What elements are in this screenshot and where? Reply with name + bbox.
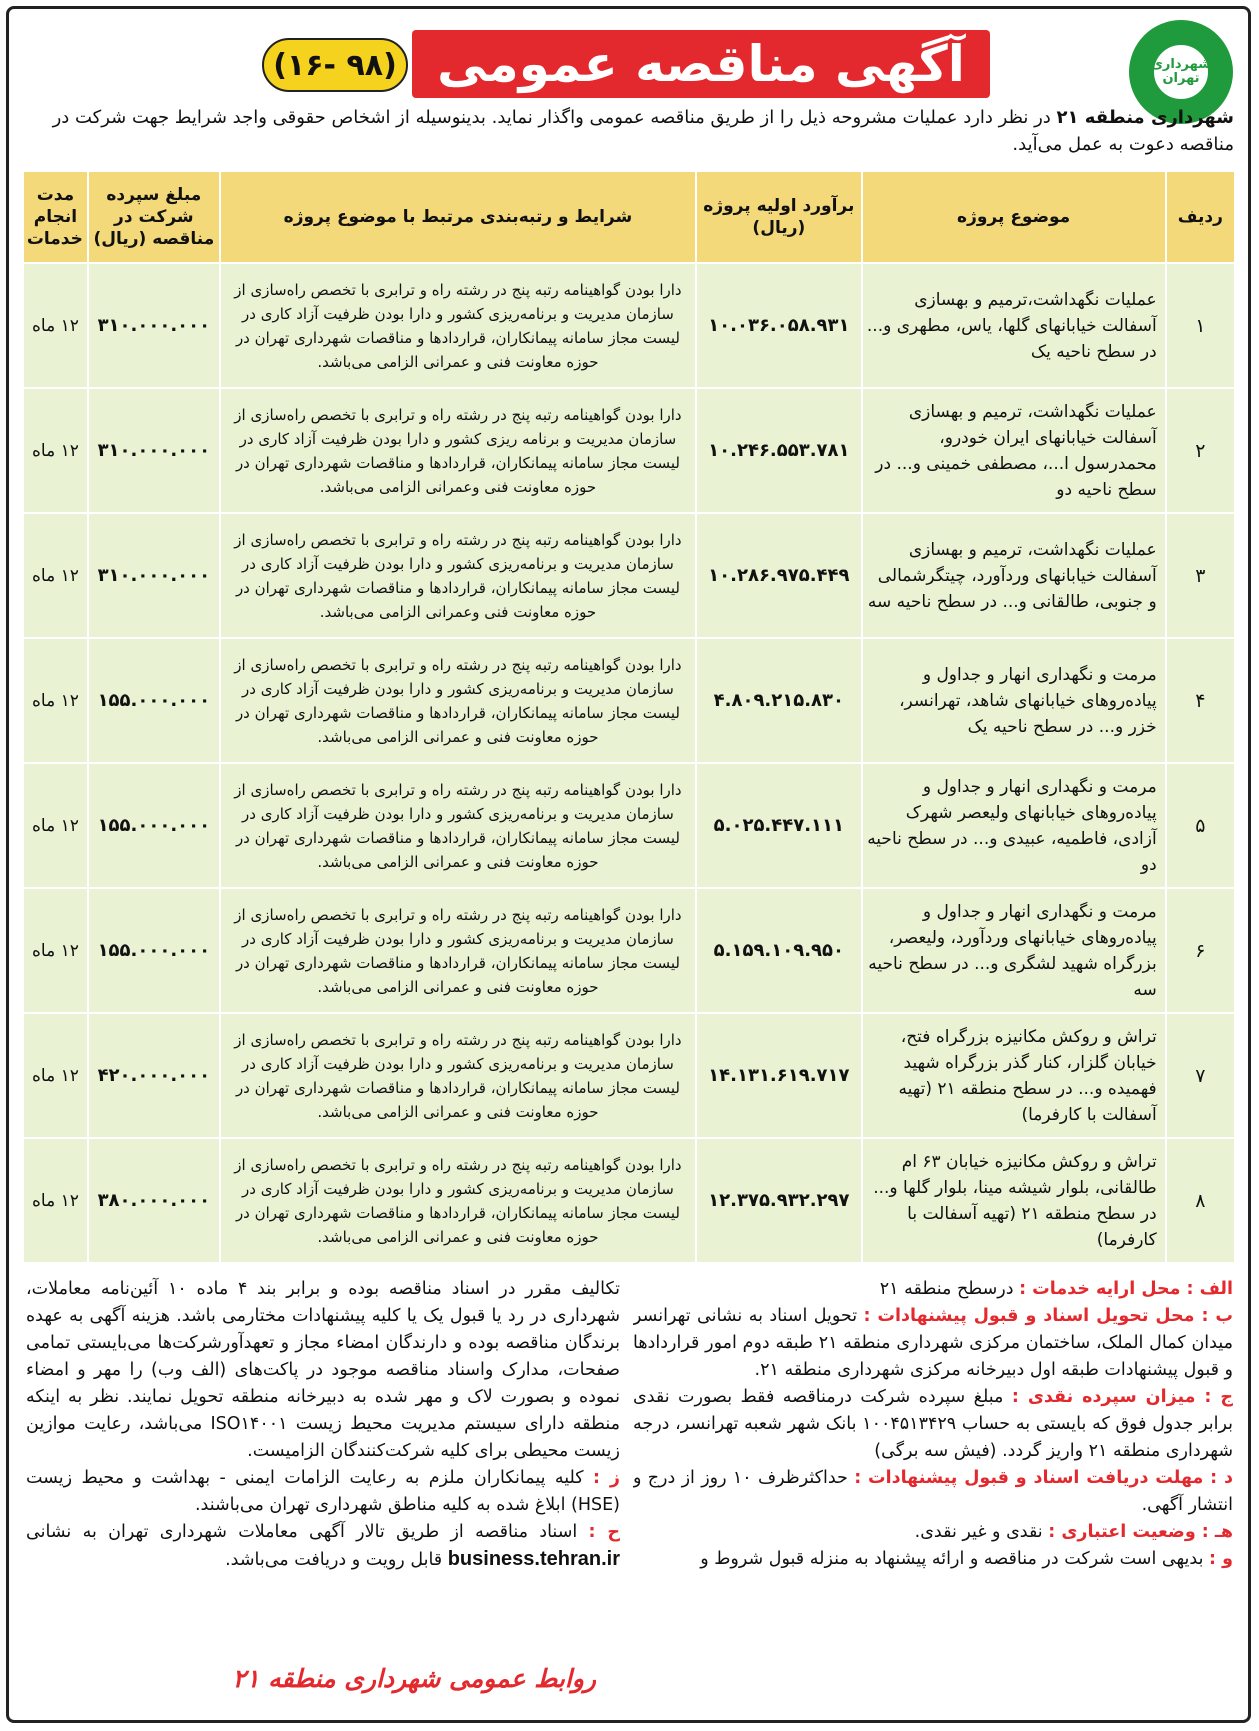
project-conditions: دارا بودن گواهینامه رتبه پنج در رشته راه و ترابری با تخصص راه‌سازی از سازمان مدیریت و برنامه‌ریزی کشور و دارا بودن ظرفیت آزاد کاری در لیست مجاز سامانه پیمانکاران، قراردادها و مناقصات شهرداری تهران در حوزه معاونت فنی و عمرانی الزامی می‌باشد. <box>220 638 696 763</box>
service-duration: ۱۲ ماه <box>23 1138 88 1263</box>
deposit-amount: ۱۵۵.۰۰۰.۰۰۰ <box>88 638 220 763</box>
tender-table <box>22 170 1236 1264</box>
deposit-amount: ۳۱۰.۰۰۰.۰۰۰ <box>88 513 220 638</box>
term-z-label: ز : <box>593 1468 620 1488</box>
project-estimate: ۱۴.۱۳۱.۶۱۹.۷۱۷ <box>696 1013 861 1138</box>
project-subject: عملیات نگهداشت، ترمیم و بهسازی آسفالت خیابانهای ایران خودرو، محمدرسول ا...، مصطفی خمینی و... در سطح ناحیه دو <box>862 388 1166 513</box>
row-number: ۶ <box>1166 888 1235 1013</box>
project-estimate: ۱۰.۲۴۶.۵۵۳.۷۸۱ <box>696 388 861 513</box>
deposit-amount: ۳۸۰.۰۰۰.۰۰۰ <box>88 1138 220 1263</box>
term-label: و : <box>1209 1549 1233 1569</box>
service-duration: ۱۲ ماه <box>23 513 88 638</box>
terms-paragraph: تکالیف مقرر در اسناد مناقصه بوده و برابر بند ۴ ماده ۱۰ آئین‌نامه معاملات، شهرداری در رد یا قبول یک یا کلیه پیشنهادات مختارمی باشد. هزینه آگهی به عهده برندگان مناقصه بوده و دارندگان امضاء مجاز و تعهدآورشرکت‌ها می‌بایستی تمامی صفحات، مدارک واسناد مناقصه موجود در پاکت‌های (الف وب) را مهر و امضاء نموده و بصورت لاک و مهر شده به دبیرخانه منطقه تحویل نمایند. نظر به اینکه منطقه دارای سیستم مدیریت محیط زیست ISO۱۴۰۰۱ می‌باشد، رعایت موازین زیست محیطی برای کلیه شرکت‌کنندگان الزامیست. <box>26 1279 620 1461</box>
project-estimate: ۱۰.۲۸۶.۹۷۵.۴۴۹ <box>696 513 861 638</box>
term-text: بدیهی است شرکت در مناقصه و ارائه پیشنهاد به منزله قبول شروط و <box>700 1549 1210 1569</box>
service-duration: ۱۲ ماه <box>23 763 88 888</box>
table-row <box>23 1138 1235 1263</box>
deposit-amount: ۳۱۰.۰۰۰.۰۰۰ <box>88 388 220 513</box>
project-subject: مرمت و نگهداری انهار و جداول و پیاده‌روهای خیابانهای شاهد، تهرانسر، خزر و... در سطح ناحیه یک <box>862 638 1166 763</box>
project-conditions: دارا بودن گواهینامه رتبه پنج در رشته راه و ترابری با تخصص راه‌سازی از سازمان مدیریت و برنامه‌ریزی کشور و دارا بودن ظرفیت آزاد کاری در لیست مجاز سامانه پیمانکاران، قراردادها و مناقصات شهرداری تهران در حوزه معاونت فنی وعمرانی الزامی می‌باشد. <box>220 513 696 638</box>
term-label: ب : محل تحویل اسناد و قبول پیشنهادات : <box>863 1306 1233 1326</box>
row-number: ۵ <box>1166 763 1235 888</box>
term-text: مبلغ سپرده شرکت درمناقصه فقط بصورت نقدی برابر جدول فوق که بایستی به حساب ۱۰۰۴۵۱۳۴۲۹ بانک شهر شعبه تهرانسر، درجه شهرداری منطقه ۲۱ واریز گردد. (فیش سه برگی) <box>633 1387 1233 1461</box>
project-conditions: دارا بودن گواهینامه رتبه پنج در رشته راه و ترابری با تخصص راه‌سازی از سازمان مدیریت و برنامه‌ریزی کشور و دارا بودن ظرفیت آزاد کاری در لیست مجاز سامانه پیمانکاران، قراردادها و مناقصات شهرداری تهران در حوزه معاونت فنی و عمرانی الزامی می‌باشد. <box>220 888 696 1013</box>
term-text: حداکثرظرف ۱۰ روز از درج و انتشار آگهی. <box>633 1468 1233 1515</box>
row-number: ۸ <box>1166 1138 1235 1263</box>
project-estimate: ۱۰.۰۳۶.۰۵۸.۹۳۱ <box>696 263 861 388</box>
row-number: ۳ <box>1166 513 1235 638</box>
term-h-text: اسناد مناقصه از طریق تالار آگهی معاملات شهرداری تهران به نشانی <box>26 1522 589 1542</box>
header-duration: مدت انجام خدمات <box>23 171 88 263</box>
terms-right-column <box>633 1276 1233 1614</box>
term-label: هـ : وضعیت اعتباری : <box>1048 1522 1233 1542</box>
project-conditions: دارا بودن گواهینامه رتبه پنج در رشته راه و ترابری با تخصص راه‌سازی از سازمان مدیریت و برنامه‌ریزی کشور و دارا بودن ظرفیت آزاد کاری در لیست مجاز سامانه پیمانکاران، قراردادها و مناقصات شهرداری تهران در حوزه معاونت فنی و عمرانی الزامی می‌باشد. <box>220 263 696 388</box>
notice-title: آگهی مناقصه عمومی <box>412 30 990 98</box>
header-conditions: شرایط و رتبه‌بندی مرتبط با موضوع پروژه <box>220 171 696 263</box>
service-duration: ۱۲ ماه <box>23 388 88 513</box>
row-number: ۲ <box>1166 388 1235 513</box>
header-deposit: مبلغ سپرده شرکت در مناقصه (ریال) <box>88 171 220 263</box>
header-estimate: برآورد اولیه پروژه (ریال) <box>696 171 861 263</box>
table-row <box>23 888 1235 1013</box>
row-number: ۷ <box>1166 1013 1235 1138</box>
table-row <box>23 513 1235 638</box>
project-conditions: دارا بودن گواهینامه رتبه پنج در رشته راه و ترابری با تخصص راه‌سازی از سازمان مدیریت و برنامه‌ریزی کشور و دارا بودن ظرفیت آزاد کاری در لیست مجاز سامانه پیمانکاران، قراردادها و مناقصات شهرداری تهران در حوزه معاونت فنی و عمرانی الزامی می‌باشد. <box>220 1013 696 1138</box>
deposit-amount: ۱۵۵.۰۰۰.۰۰۰ <box>88 888 220 1013</box>
table-row <box>23 638 1235 763</box>
service-duration: ۱۲ ماه <box>23 1013 88 1138</box>
notice-number: (۱۶- ۹۸) <box>262 38 408 92</box>
table-row <box>23 1013 1235 1138</box>
row-number: ۱ <box>1166 263 1235 388</box>
website-link[interactable]: business.tehran.ir <box>447 1548 620 1570</box>
project-estimate: ۵.۱۵۹.۱۰۹.۹۵۰ <box>696 888 861 1013</box>
table-row <box>23 763 1235 888</box>
table-row <box>23 263 1235 388</box>
term-label: ج : میزان سپرده نقدی : <box>1011 1387 1233 1407</box>
project-estimate: ۵.۰۲۵.۴۴۷.۱۱۱ <box>696 763 861 888</box>
term-text: تحویل اسناد به نشانی تهرانسر میدان کمال الملک، ساختمان مرکزی شهرداری منطقه ۲۱ طبقه دوم امور قراردادها و قبول پیشنهادات طبقه اول دبیرخانه مرکزی شهرداری منطقه ۲۱. <box>633 1306 1233 1380</box>
project-conditions: دارا بودن گواهینامه رتبه پنج در رشته راه و ترابری با تخصص راه‌سازی از سازمان مدیریت و برنامه ریزی کشور و دارا بودن ظرفیت آزاد کاری در لیست مجاز سامانه پیمانکاران، قراردادها و مناقصات شهرداری تهران در حوزه معاونت فنی وعمرانی الزامی می‌باشد. <box>220 388 696 513</box>
deposit-amount: ۴۲۰.۰۰۰.۰۰۰ <box>88 1013 220 1138</box>
table-header-row <box>23 171 1235 263</box>
term-z-text: کلیه پیمانکاران ملزم به رعایت الزامات ایمنی - بهداشت و محیط زیست (HSE) ابلاغ شده به کلیه مناطق شهرداری تهران می‌باشند. <box>26 1468 620 1515</box>
term-h-tail: قابل رویت و دریافت می‌باشد. <box>225 1550 448 1570</box>
header-row-number: ردیف <box>1166 171 1235 263</box>
project-subject: مرمت و نگهداری انهار و جداول و پیاده‌روهای خیابانهای وردآورد، ولیعصر، بزرگراه شهید لشگری و... در سطح ناحیه سه <box>862 888 1166 1013</box>
project-subject: تراش و روکش مکانیزه بزرگراه فتح، خیابان گلزار، کنار گذر بزرگراه شهید فهمیده و... در سطح منطقه ۲۱ (تهیه آسفالت با کارفرما) <box>862 1013 1166 1138</box>
project-subject: تراش و روکش مکانیزه خیابان ۶۳ ام طالقانی، بلوار شیشه مینا، بلوار گلها و... در سطح منطقه ۲۱ (تهیه آسفالت با کارفرما) <box>862 1138 1166 1263</box>
project-estimate: ۴.۸۰۹.۲۱۵.۸۳۰ <box>696 638 861 763</box>
service-duration: ۱۲ ماه <box>23 263 88 388</box>
signature: روابط عمومی شهرداری منطقه ۲۱ <box>232 1664 596 1693</box>
intro-paragraph <box>26 104 1234 162</box>
table-row <box>23 388 1235 513</box>
service-duration: ۱۲ ماه <box>23 888 88 1013</box>
terms-left-column <box>26 1276 620 1662</box>
term-text: درسطح منطقه ۲۱ <box>879 1279 1020 1299</box>
deposit-amount: ۱۵۵.۰۰۰.۰۰۰ <box>88 763 220 888</box>
term-label: د : مهلت دریافت اسناد و قبول پیشنهادات : <box>854 1468 1233 1488</box>
row-number: ۴ <box>1166 638 1235 763</box>
term-label: الف : محل ارایه خدمات : <box>1019 1279 1233 1299</box>
service-duration: ۱۲ ماه <box>23 638 88 763</box>
intro-org: شهرداری منطقه ۲۱ <box>1056 107 1234 128</box>
project-estimate: ۱۲.۳۷۵.۹۳۲.۲۹۷ <box>696 1138 861 1263</box>
header-subject: موضوع پروژه <box>862 171 1166 263</box>
project-conditions: دارا بودن گواهینامه رتبه پنج در رشته راه و ترابری با تخصص راه‌سازی از سازمان مدیریت و برنامه‌ریزی کشور و دارا بودن ظرفیت آزاد کاری در لیست مجاز سامانه پیمانکاران، قراردادها و مناقصات شهرداری تهران در حوزه معاونت فنی و عمرانی الزامی می‌باشد. <box>220 763 696 888</box>
project-subject: مرمت و نگهداری انهار و جداول و پیاده‌روهای خیابانهای ولیعصر شهرک آزادی، فاطمیه، عبیدی و... در سطح ناحیه دو <box>862 763 1166 888</box>
logo-text: شهرداری تهران <box>1151 57 1211 86</box>
deposit-amount: ۳۱۰.۰۰۰.۰۰۰ <box>88 263 220 388</box>
project-subject: عملیات نگهداشت،ترمیم و بهسازی آسفالت خیابانهای گلها، یاس، مطهری و... در سطح ناحیه یک <box>862 263 1166 388</box>
project-subject: عملیات نگهداشت، ترمیم و بهسازی آسفالت خیابانهای وردآورد، چیتگرشمالی و جنوبی، طالقانی و... در سطح ناحیه سه <box>862 513 1166 638</box>
term-text: نقدی و غیر نقدی. <box>914 1522 1049 1542</box>
project-conditions: دارا بودن گواهینامه رتبه پنج در رشته راه و ترابری با تخصص راه‌سازی از سازمان مدیریت و برنامه‌ریزی کشور و دارا بودن ظرفیت آزاد کاری در لیست مجاز سامانه پیمانکاران، قراردادها و مناقصات شهرداری تهران در حوزه معاونت فنی و عمرانی الزامی می‌باشد. <box>220 1138 696 1263</box>
term-h-label: ح : <box>588 1522 620 1542</box>
intro-text: در نظر دارد عملیات مشروحه ذیل را از طریق مناقصه عمومی واگذار نماید. بدینوسیله از اشخاص حقوقی واجد شرایط جهت شرکت در مناقصه دعوت به عمل می‌آید. <box>52 107 1234 155</box>
